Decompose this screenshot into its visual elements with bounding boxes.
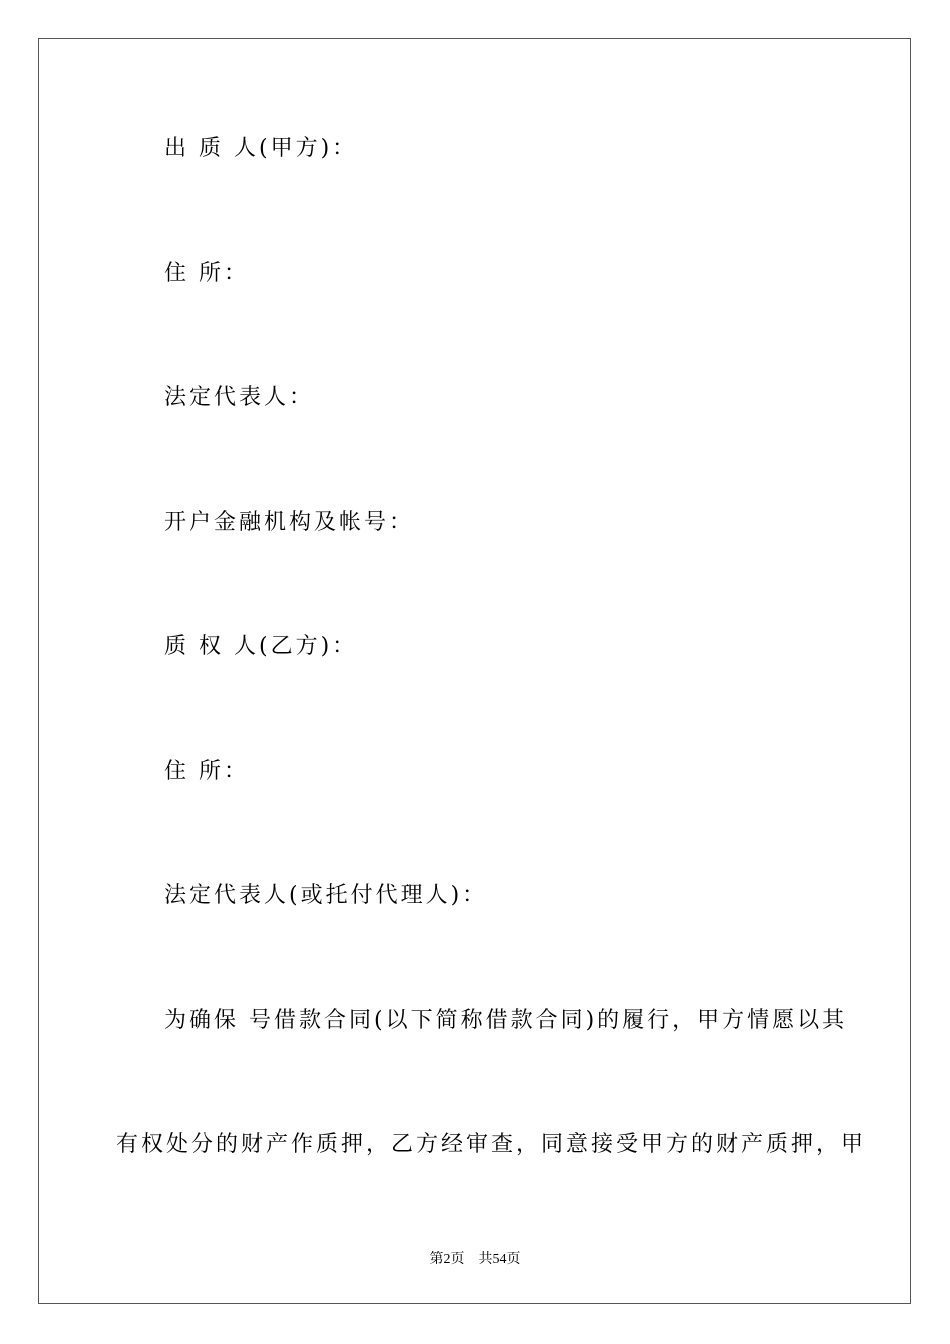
pledgee-label: 质 权 人(乙方)： — [164, 634, 358, 659]
pledgor-legal-rep-label: 法定代表人： — [164, 385, 315, 410]
total-pages: 共54页 — [478, 1252, 521, 1267]
page-footer — [0, 1248, 950, 1268]
paragraph-line-1: 为确保 号借款合同(以下简称借款合同)的履行，甲方情愿以其 — [164, 1008, 848, 1033]
pledgee-legal-rep-label: 法定代表人(或托付代理人)： — [164, 883, 488, 908]
bank-account-label: 开户金融机构及帐号： — [164, 510, 415, 535]
pledgor-label: 出 质 人(甲方)： — [164, 136, 358, 161]
paragraph-line-2: 有权处分的财产作质押，乙方经审查，同意接受甲方的财产质押，甲 — [116, 1132, 867, 1157]
page-number: 第2页 — [429, 1252, 465, 1267]
page-frame — [38, 38, 911, 1304]
pledgor-address-label: 住 所： — [164, 261, 249, 286]
pledgee-address-label: 住 所： — [164, 759, 249, 784]
